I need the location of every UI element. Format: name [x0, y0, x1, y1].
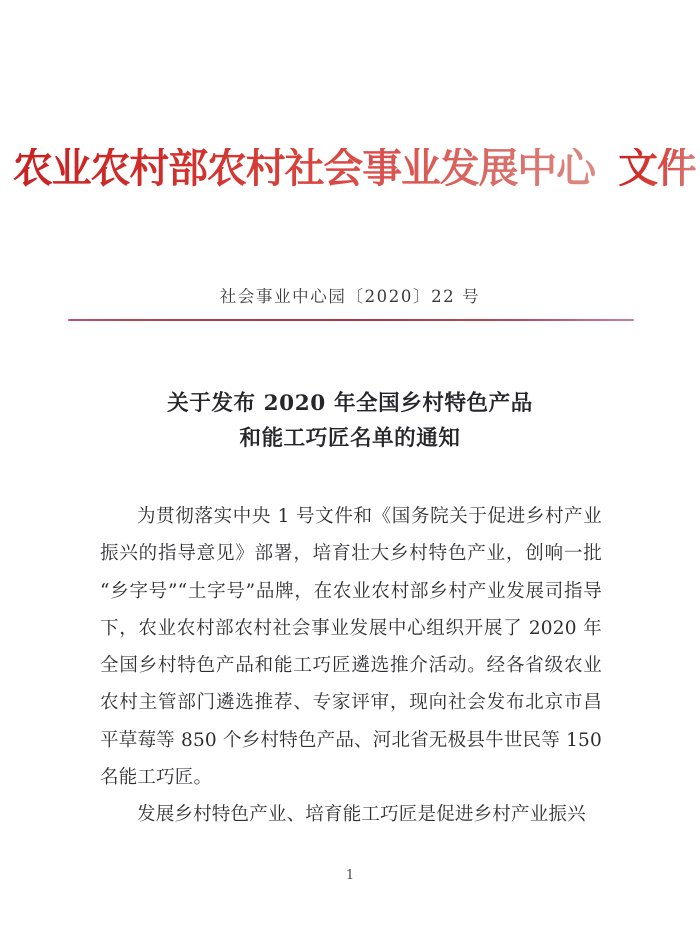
- letterhead-doc-word: 文件: [617, 144, 696, 192]
- body-paragraph: 发展乡村特色产业、培育能工巧匠是促进乡村产业振兴: [137, 804, 586, 826]
- letterhead-banner: [0, 144, 700, 192]
- red-divider-rule: [68, 319, 634, 321]
- letterhead-issuer: 农业农村部农村社会事业发展中心: [12, 144, 595, 192]
- document-serial-number: 社会事业中心园〔2020〕22 号: [219, 287, 481, 306]
- notice-title-line-1: 关于发布 2020 年全国乡村特色产品: [167, 391, 533, 416]
- notice-title: [0, 386, 700, 456]
- body-paragraph: 为贯彻落实中央 1 号文件和《国务院关于促进乡村产业振兴的指导意见》部署，培育壮大乡村特色产业，创响一批“乡字号”“土字号”品牌，在农业农村部乡村产业发展司指导下，农业农村部农村社会事业发展中心组织开展了 2020 年全国乡村特色产品和能工巧匠遴选推介活动。经各省级农业农村主管部门遴选推荐、专家评审，现向社会发布北京市昌平草莓等 850 个乡村特色产品、河北省无极县牛世民等 150 名能工巧匠。: [100, 506, 602, 789]
- footer-page-number: 1: [345, 868, 355, 883]
- document-body: [100, 498, 602, 834]
- notice-title-line-2: 和能工巧匠名单的通知: [239, 426, 461, 451]
